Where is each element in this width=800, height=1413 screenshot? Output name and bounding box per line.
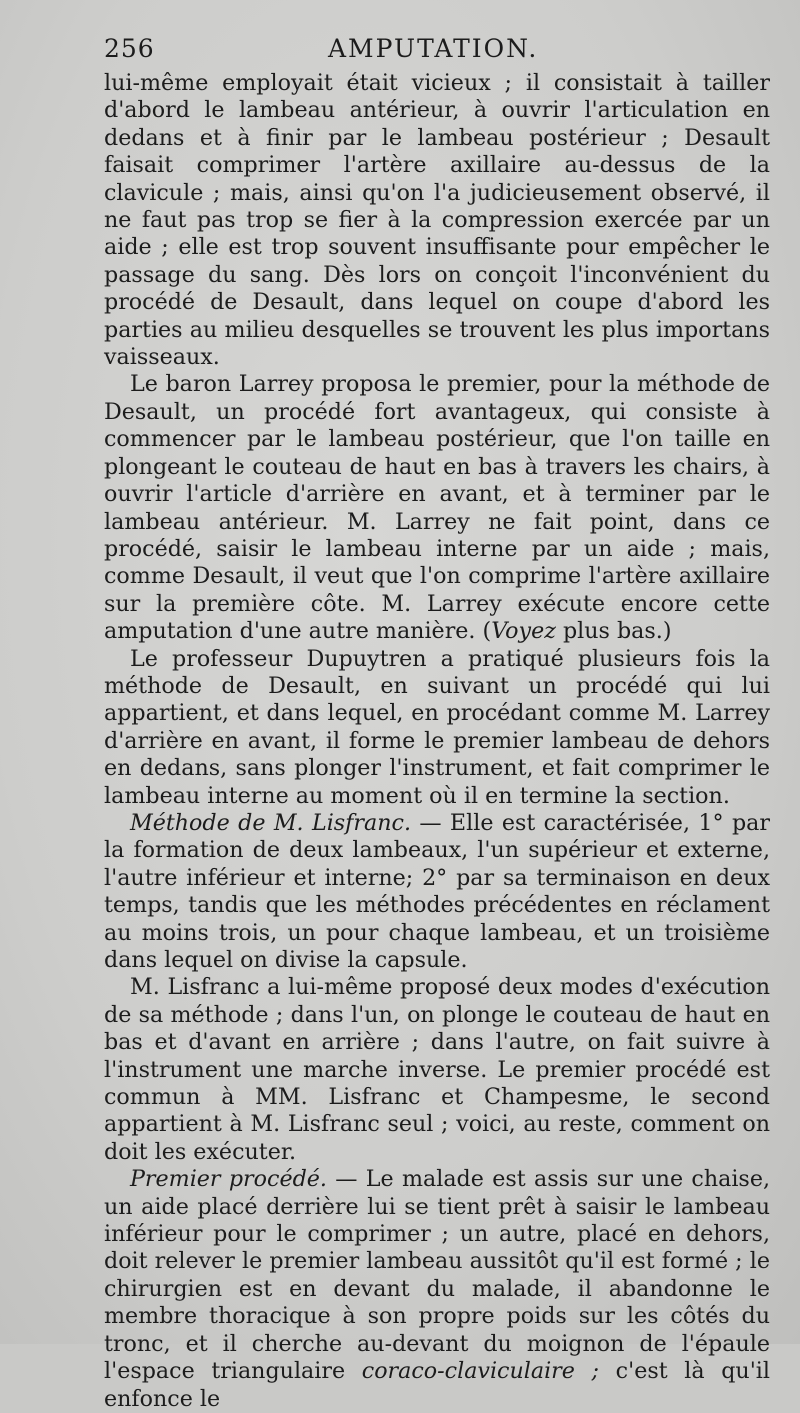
paragraph-2-text-after: plus bas.) xyxy=(555,618,672,645)
paragraph-6-heading: Premier procédé. xyxy=(130,1166,327,1193)
paragraph-6 xyxy=(104,1166,770,1413)
paragraph-1 xyxy=(104,70,770,371)
paragraph-3 xyxy=(104,646,770,810)
paragraph-4 xyxy=(104,810,770,974)
paragraph-4-heading: Méthode de M. Lisfranc. xyxy=(130,809,411,836)
paragraph-5 xyxy=(104,974,770,1166)
paragraph-6-text-end: c'est là qu'il enfonce le xyxy=(104,1358,770,1412)
body-text xyxy=(104,70,770,1413)
paragraph-5-text: M. Lisfranc a lui-même proposé deux modes d'exécution de sa méthode ; dans l'un, on plonge le couteau de haut en bas et d'avant en arrière ; dans l'autre, on fait suivre à l'instrument une marche inverse. Le premier procédé est commun à MM. Lisfranc et Champesme, le second appartient à M. Lisfranc seul ; voici, au reste, comment on doit les exécuter. xyxy=(104,974,770,1165)
page-header xyxy=(104,30,770,70)
paragraph-6-text: — Le malade est assis sur une chaise, un aide placé derrière lui se tient prêt à saisir le lambeau inférieur pour le comprimer ; un autre, placé en dehors, doit relever le premier lambeau aussitôt qu'il est formé ; le chirurgien est en devant du malade, il abandonne le membre thoracique à son propre poids sur les côtés du tronc, et il cherche au-devant du moignon de l'épaule l'espace triangulaire xyxy=(104,1166,770,1385)
paragraph-4-text: — Elle est caractérisée, 1° par la formation de deux lambeaux, l'un supérieur et externe, l'autre inférieur et interne; 2° par sa terminaison en deux temps, tandis que les méthodes précédentes en réclament au moins trois, un pour chaque lambeau, et un troisième dans lequel on divise la capsule. xyxy=(104,809,770,973)
paragraph-1-text: lui-même employait était vicieux ; il consistait à tailler d'abord le lambeau antérieur, à ouvrir l'articulation en dedans et à finir par le lambeau postérieur ; Desault faisait comprimer l'artère axillaire au-dessus de la clavicule ; mais, ainsi qu'on l'a judicieusement observé, il ne faut pas trop se fier à la compression exercée par un aide ; elle est trop souvent insuffisante pour empêcher le passage du sang. Dès lors on conçoit l'inconvénient du procédé de Desault, dans lequel on coupe d'abord les parties au milieu desquelles se trouvent les plus importans vaisseaux. xyxy=(104,70,770,371)
paragraph-2-italic: Voyez xyxy=(491,618,556,645)
page-number: 256 xyxy=(104,34,155,63)
paragraph-6-italic-term: coraco-claviculaire ; xyxy=(361,1358,600,1385)
running-title: AMPUTATION. xyxy=(328,34,539,63)
paragraph-3-text: Le professeur Dupuytren a pratiqué plusieurs fois la méthode de Desault, en suivant un procédé qui lui appartient, et dans lequel, en procédant comme M. Larrey d'arrière en avant, il forme le premier lambeau de dehors en dedans, sans plonger l'instrument, et fait comprimer le lambeau interne au moment où il en termine la section. xyxy=(104,645,770,809)
paragraph-2-text: Le baron Larrey proposa le premier, pour la méthode de Desault, un procédé fort avantageux, qui consiste à commencer par le lambeau postérieur, que l'on taille en plongeant le couteau de haut en bas à travers les chairs, à ouvrir l'article d'arrière en avant, et à terminer par le lambeau antérieur. M. Larrey ne fait point, dans ce procédé, saisir le lambeau interne par un aide ; mais, comme Desault, il veut que l'on comprime l'artère axillaire sur la première côte. M. Larrey exécute encore cette amputation d'une autre manière. ( xyxy=(104,371,770,645)
paragraph-2 xyxy=(104,371,770,645)
